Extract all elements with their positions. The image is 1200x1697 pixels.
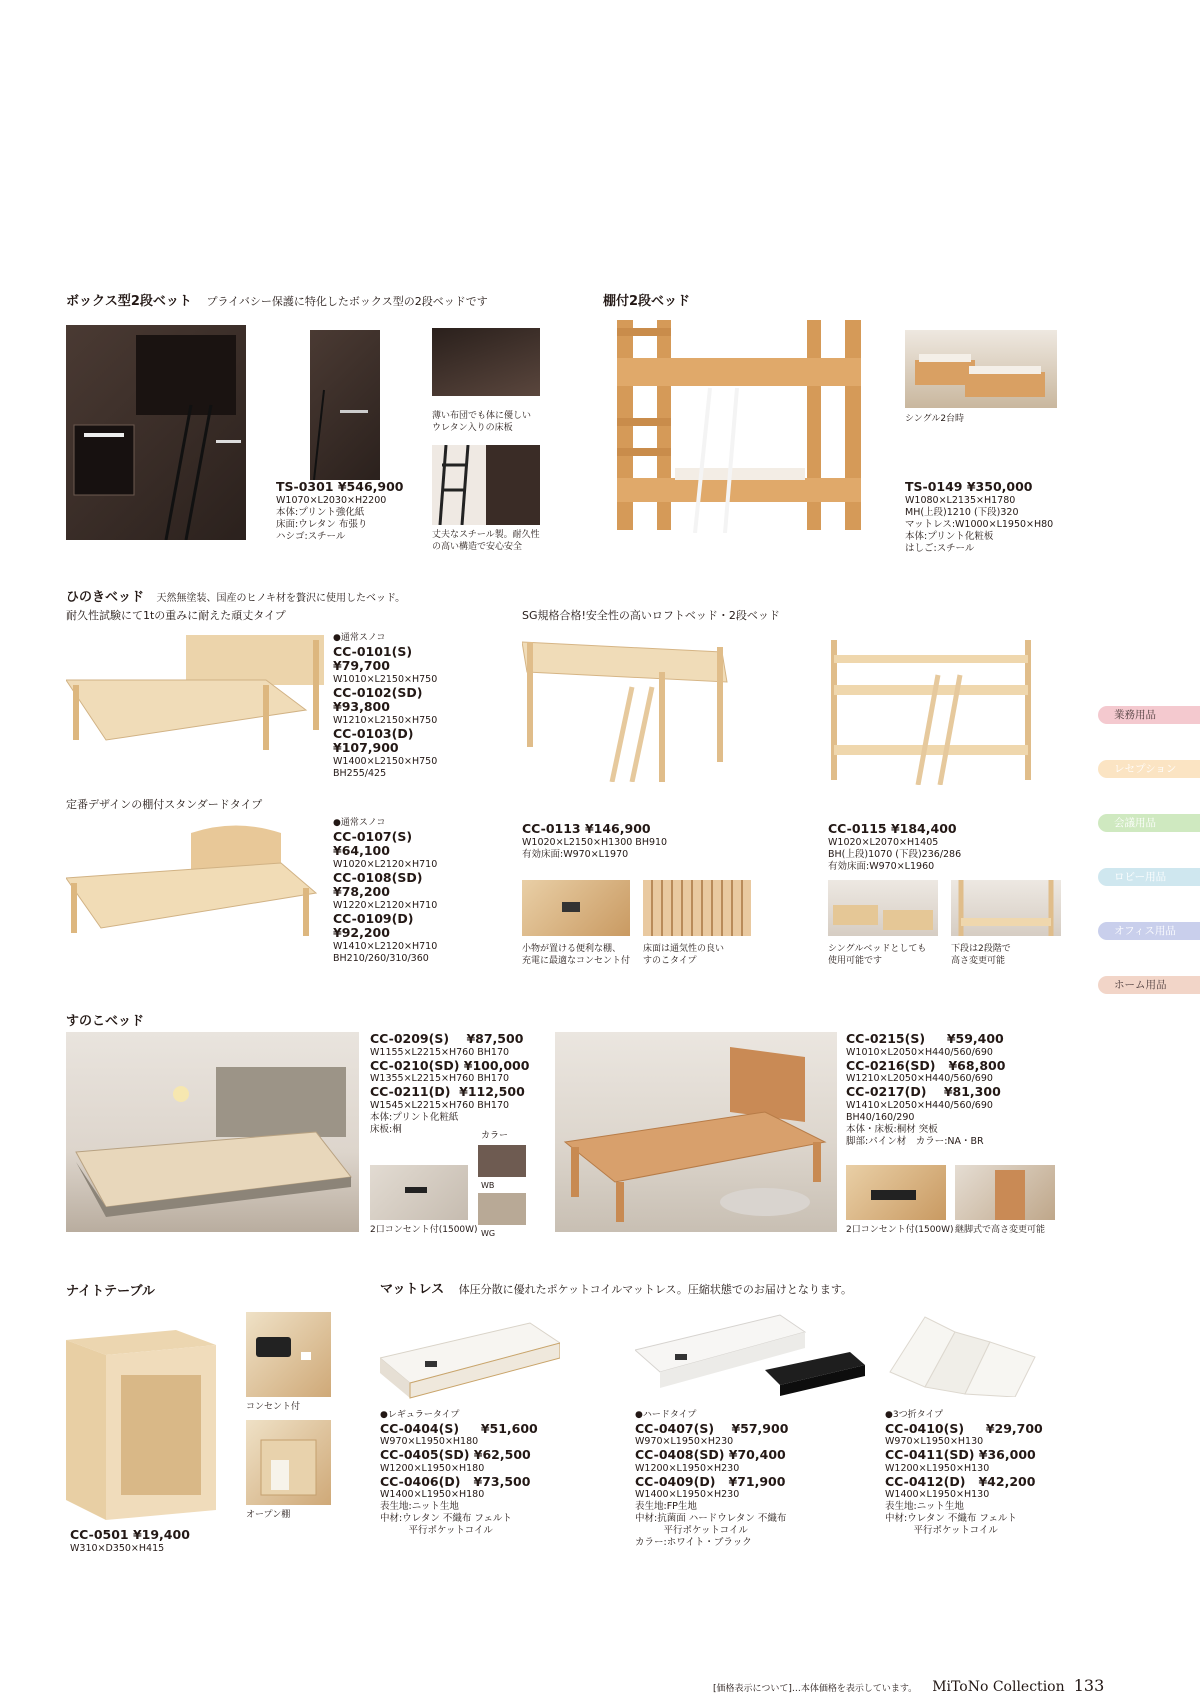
tab-lobby[interactable]: ロビー用品 xyxy=(1098,868,1200,886)
hinoki-subtitle: 天然無塗装、国産のヒノキ材を贅沢に使用したベッド。 xyxy=(156,593,406,604)
night-table-shelf-photo xyxy=(246,1420,331,1505)
mattress-title: マットレス 体圧分散に優れたポケットコイルマットレス。圧縮状態でのお届けとなります。 xyxy=(380,1282,852,1297)
hinoki-bunk-photo xyxy=(828,640,1038,785)
loft-bed-model: CC-0113 ¥146,900 xyxy=(522,821,651,836)
color-swatch-wb-label: WB xyxy=(481,1181,495,1190)
hinoki-standard-bed-photo xyxy=(66,818,324,943)
box-bunk-photo xyxy=(66,325,246,540)
shelf-bunk-photo xyxy=(615,318,870,533)
sunoko-outlet-photo xyxy=(370,1165,468,1220)
color-swatch-wg xyxy=(478,1193,526,1225)
sunoko-title: すのこベッド xyxy=(66,1014,145,1029)
tab-meeting[interactable]: 会議用品 xyxy=(1098,814,1200,832)
hinoki-title: ひのきベッド 天然無塗装、国産のヒノキ材を贅沢に使用したベッド。 xyxy=(66,590,406,605)
mattress-hard-photo xyxy=(635,1310,865,1400)
hinoki-sg-title: SG規格合格!安全性の高いロフトベッド・2段ベッド xyxy=(522,609,780,622)
hinoki-sturdy-bed-photo xyxy=(66,630,324,750)
mattress-subtitle: 体圧分散に優れたポケットコイルマットレス。圧縮状態でのお届けとなります。 xyxy=(458,1283,852,1296)
tab-home[interactable]: ホーム用品 xyxy=(1098,976,1200,994)
hinoki-block1: ●通常スノコ CC-0101(S) ¥79,700 W1010×L2150×H750 CC-0102(SD) ¥93,800 W1210×L2150×H750 CC-0103(D) ¥107,900 W1400×L2150×H750 BH255/425 xyxy=(333,633,438,779)
mattress-fold-photo xyxy=(885,1312,1040,1397)
tab-office[interactable]: オフィス用品 xyxy=(1098,922,1200,940)
mattress-fold-spec: ●3つ折タイプ CC-0410(S) ¥29,700 W970×L1950×H130 CC-0411(SD) ¥36,000 W1200×L1950×H130 CC-0412(D) ¥42,200 W1400×L1950×H130 表生地:ニット生地 中材:ウレタン 不織布 フェルト 平行ポケットコイル xyxy=(885,1410,1043,1536)
hinoki-bunk-model: CC-0115 ¥184,400 xyxy=(828,821,957,836)
sunoko-right-spec: CC-0215(S) ¥59,400 W1010×L2050×H440/560/690 CC-0216(SD) ¥68,800 W1210×L2050×H440/560/690 CC-0217(D) ¥81,300 W1410×L2050×H440/560/690 BH40/160/290 本体・床板:桐材 突板 脚部:パイン材 カラー:NA・BR xyxy=(846,1031,1006,1147)
box-bunk-front-photo xyxy=(310,330,380,480)
night-table-model: CC-0501 ¥19,400 xyxy=(70,1527,190,1542)
loft-bed-spec: CC-0113 ¥146,900 W1020×L2150×H1300 BH910 有効床面:W970×L1970 xyxy=(522,821,668,860)
hinoki-type2: 定番デザインの棚付スタンダードタイプ xyxy=(66,798,263,811)
color-swatch-wb xyxy=(478,1145,526,1177)
sunoko-right-outlet-photo xyxy=(846,1165,946,1220)
box-bunk-caption1: 薄い布団でも体に優しい ウレタン入りの床板 xyxy=(432,411,532,433)
loft-shelf-photo xyxy=(522,880,630,936)
bunk-single-photo xyxy=(828,880,938,936)
mattress-regular-spec: ●レギュラータイプ CC-0404(S) ¥51,600 W970×L1950×H180 CC-0405(SD) ¥62,500 W1200×L1950×H180 CC-0406(D) ¥73,500 W1400×L1950×H180 表生地:ニット生地 中材:ウレタン 不織布 フェルト 平行ポケットコイル xyxy=(380,1410,538,1536)
box-bunk-caption2: 丈夫なスチール製。耐久性 の高い構造で安心安全 xyxy=(432,530,540,552)
hinoki-block2: ●通常スノコ CC-0107(S) ¥64,100 W1020×L2120×H710 CC-0108(SD) ¥78,200 W1220×L2120×H710 CC-0109(D) ¥92,200 W1410×L2120×H710 BH210/260/310/360 xyxy=(333,818,438,964)
bunk-caption2: 下段は2段階で 高さ変更可能 xyxy=(951,944,1011,966)
box-bunk-spec-block: TS-0301 ¥546,900 W1070×L2030×H2200 本体:プリント強化紙 床面:ウレタン 布張り ハシゴ:スチール xyxy=(276,479,404,542)
bunk-height-photo xyxy=(951,880,1061,936)
hinoki-type1: 耐久性試験にて1tの重みに耐えた頑丈タイプ xyxy=(66,609,286,622)
sunoko-left-caption: 2口コンセント付(1500W) xyxy=(370,1225,478,1235)
box-bunk-ladder-photo xyxy=(432,445,540,525)
sunoko-left-spec: CC-0209(S) ¥87,500 W1155×L2215×H760 BH170 CC-0210(SD) ¥100,000 W1355×L2215×H760 BH170 CC-0211(D) ¥112,500 W1545×L2215×H760 BH170 本体:プリント化粧紙 床板:桐 xyxy=(370,1031,530,1135)
brand-name: MiToNo Collection xyxy=(932,1679,1065,1695)
hinoki-bunk-spec: CC-0115 ¥184,400 W1020×L2070×H1405 BH(上段)1070 (下段)236/286 有効床面:W970×L1960 xyxy=(828,821,962,872)
footer xyxy=(713,1676,1104,1695)
box-bunk-model: TS-0301 ¥546,900 xyxy=(276,479,404,494)
night-table-title: ナイトテーブル xyxy=(66,1284,155,1299)
night-table-caption2: オープン棚 xyxy=(246,1510,291,1520)
shelf-bunk-single-photo xyxy=(905,330,1057,408)
page-number: 133 xyxy=(1073,1676,1105,1695)
night-table-caption1: コンセント付 xyxy=(246,1402,301,1412)
sunoko-leg-photo xyxy=(955,1165,1055,1220)
bunk-caption1: シングルベッドとしても 使用可能です xyxy=(828,944,927,966)
night-table-photo xyxy=(66,1320,216,1520)
loft-bed-photo xyxy=(522,632,732,782)
mattress-regular-photo xyxy=(380,1318,560,1406)
night-table-outlet-photo xyxy=(246,1312,331,1397)
night-table-spec: CC-0501 ¥19,400 W310×D350×H415 xyxy=(70,1527,190,1554)
sunoko-low-bed-photo xyxy=(66,1032,359,1232)
box-bunk-subtitle: プライバシー保護に特化したボックス型の2段ベッドです xyxy=(206,295,488,308)
loft-slat-photo xyxy=(643,880,751,936)
box-bunk-floor-photo xyxy=(432,328,540,396)
loft-caption1: 小物が置ける便利な棚、 充電に最適なコンセント付 xyxy=(522,944,631,966)
color-swatch-wg-label: WG xyxy=(481,1229,496,1238)
shelf-bunk-model: TS-0149 ¥350,000 xyxy=(905,479,1033,494)
shelf-bunk-caption: シングル2台時 xyxy=(905,414,965,424)
sunoko-right-caption2: 継脚式で高さ変更可能 xyxy=(955,1225,1046,1235)
tab-business[interactable]: 業務用品 xyxy=(1098,706,1200,724)
tab-reception[interactable]: レセプション xyxy=(1098,760,1200,778)
box-bunk-title: ボックス型2段ベット プライバシー保護に特化したボックス型の2段ベッドです xyxy=(66,294,488,309)
mattress-hard-spec: ●ハードタイプ CC-0407(S) ¥57,900 W970×L1950×H230 CC-0408(SD) ¥70,400 W1200×L1950×H230 CC-0409(D) ¥71,900 W1400×L1950×H230 表生地:FP生地 中材:抗菌面 ハードウレタン 不織布 平行ポケットコイル カラー:ホワイト・ブラック xyxy=(635,1410,789,1548)
sunoko-color-label: カラー xyxy=(481,1131,509,1141)
sunoko-right-caption1: 2口コンセント付(1500W) xyxy=(846,1225,954,1235)
sunoko-leg-bed-photo xyxy=(555,1032,837,1232)
price-note: [価格表示について]…本体価格を表示しています。 xyxy=(713,1684,918,1694)
loft-caption2: 床面は通気性の良い すのこタイプ xyxy=(643,944,725,966)
shelf-bunk-spec-block: TS-0149 ¥350,000 W1080×L2135×H1780 MH(上段)1210 (下段)320 マットレス:W1000×L1950×H80 本体:プリント化粧板 はしご:スチール xyxy=(905,479,1054,554)
shelf-bunk-title: 棚付2段ベッド xyxy=(603,294,691,309)
